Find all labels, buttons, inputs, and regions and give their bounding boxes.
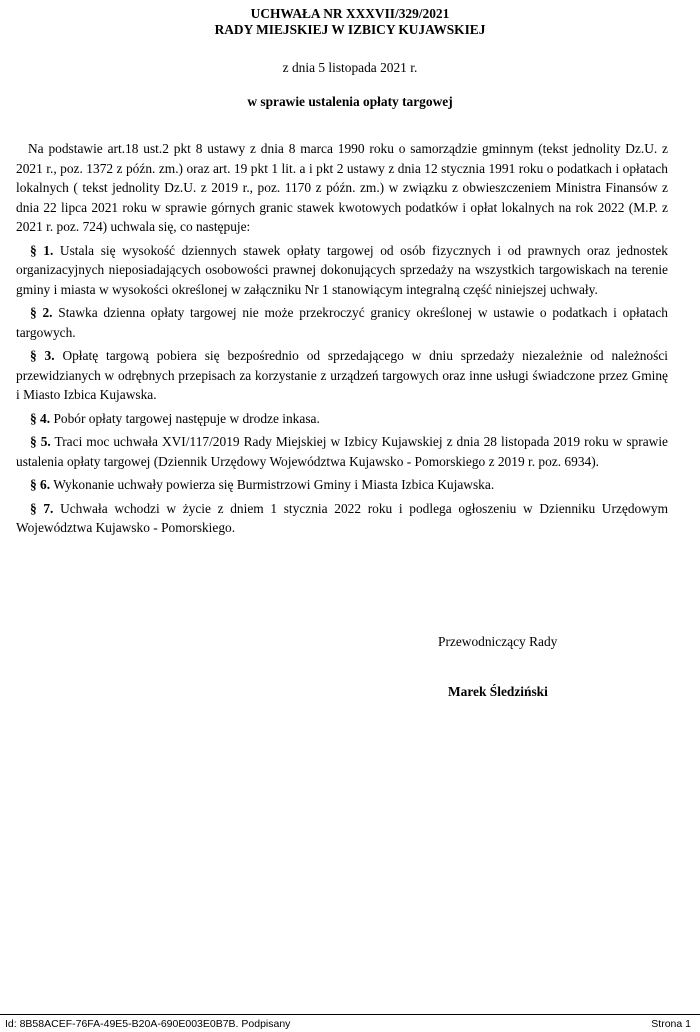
paragraph-text: Traci moc uchwała XVI/117/2019 Rady Miejskiej w Izbicy Kujawskiej z dnia 28 listopada 2019 roku w sprawie ustalenia opłaty targowej (Dziennik Urzędowy Województwa Kujawsko - Pomorskiego z 2019 r. poz. 6934). xyxy=(16,434,668,469)
signatory-name: Marek Śledziński xyxy=(448,684,548,699)
resolution-number: UCHWAŁA NR XXXVII/329/2021 xyxy=(250,6,450,21)
paragraph-1 xyxy=(16,241,668,300)
page-number: Strona 1 xyxy=(651,1018,691,1030)
paragraph-number: § 1. xyxy=(30,242,54,258)
paragraph-text: Ustala się wysokość dziennych stawek opłaty targowej od osób fizycznych i od prawnych oraz jednostek organizacyjnych nieposiadających osobowości prawnej dokonujących sprzedaży na wszystkich targowiskach na terenie gminy i miasta w wysokości określonej w załączniku Nr 1 stanowiącym integralną część niniejszej uchwały. xyxy=(16,242,668,297)
paragraph-3 xyxy=(16,346,668,405)
paragraph-text: Wykonanie uchwały powierza się Burmistrzowi Gminy i Miasta Izbica Kujawska. xyxy=(50,477,495,492)
resolution-date: z dnia 5 listopada 2021 r. xyxy=(282,60,418,75)
paragraph-number: § 6. xyxy=(30,477,51,492)
paragraph-text: Opłatę targową pobiera się bezpośrednio od sprzedającego w dniu sprzedaży niezależnie od należności przewidzianych w odrębnych przepisach za korzystanie z urządzeń targowych oraz inne usługi świadczone przez Gminę i Miasto Izbica Kujawska. xyxy=(16,348,668,402)
resolution-subject: w sprawie ustalenia opłaty targowej xyxy=(247,94,453,109)
paragraph-number: § 7. xyxy=(30,500,54,516)
signatory-role: Przewodniczący Rady xyxy=(438,634,558,649)
paragraph-4 xyxy=(16,409,668,429)
document-id: Id: 8B58ACEF-76FA-49E5-B20A-690E003E0B7B. Podpisany xyxy=(5,1018,291,1030)
document-header xyxy=(0,6,700,38)
preamble: Na podstawie art.18 ust.2 pkt 8 ustawy z dnia 8 marca 1990 roku o samorządzie gminnym (tekst jednolity Dz.U. z 2021 r., poz. 1372 z późn. zm.) oraz art. 19 pkt 1 lit. a i pkt 2 ustawy z dnia 12 stycznia 1991 roku o podatkach i opłatach lokalnych ( tekst jednolity Dz.U. z 2019 r., poz. 1170 z późn. zm.) w związku z obwieszczeniem Ministra Finansów z dnia 22 lipca 2021 roku w sprawie górnych granic stawek kwotowych podatków i opłat lokalnych na rok 2022 (M.P. z 2021 r. poz. 724) uchwala się, co następuje: xyxy=(16,141,668,234)
paragraph-number: § 5. xyxy=(30,434,51,449)
paragraph-2 xyxy=(16,303,668,342)
council-name: RADY MIEJSKIEJ W IZBICY KUJAWSKIEJ xyxy=(214,22,486,37)
paragraph-text: Stawka dzienna opłaty targowej nie może przekroczyć granicy określonej w ustawie o podatkach i opłatach targowych. xyxy=(16,305,668,340)
paragraph-text: Uchwała wchodzi w życie z dniem 1 stycznia 2022 roku i podlega ogłoszeniu w Dzienniku Urzędowym Województwa Kujawsko - Pomorskiego. xyxy=(16,500,668,535)
paragraph-number: § 4. xyxy=(30,410,51,426)
resolution-body xyxy=(16,139,668,538)
paragraph-text: Pobór opłaty targowej następuje w drodze inkasa. xyxy=(50,410,320,426)
paragraph-5 xyxy=(16,432,668,471)
footer-divider xyxy=(0,1014,700,1015)
paragraph-number: § 3. xyxy=(30,348,55,363)
paragraph-6 xyxy=(16,475,668,495)
paragraph-number: § 2. xyxy=(30,305,53,320)
paragraph-7 xyxy=(16,499,668,538)
